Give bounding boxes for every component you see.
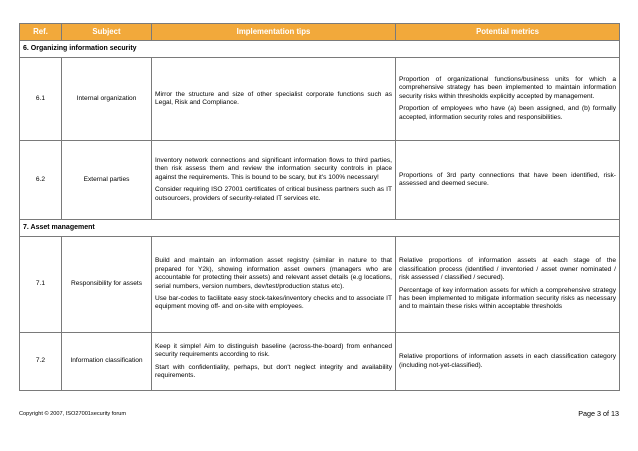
row-ref: 6.2 [20, 141, 62, 220]
table-row [20, 333, 620, 391]
row-metrics [396, 333, 620, 391]
row-ref: 7.2 [20, 333, 62, 391]
table-row [20, 237, 620, 333]
tip-paragraph: Build and maintain an information asset registry (similar in nature to that prepared for Y2k), showing information asset owners (managers who are accountable for protecting their assets) and relevant asset details (e.g locations, serial numbers, version numbers, dev/test/production status etc). [155, 257, 392, 290]
row-metrics [396, 141, 620, 220]
section-row [20, 220, 620, 237]
row-metrics [396, 237, 620, 333]
row-subject: Internal organization [62, 58, 152, 141]
metric-paragraph: Proportion of employees who have (a) been assigned, and (b) formally accepted, information security roles and responsibilities. [399, 105, 616, 121]
row-subject: External parties [62, 141, 152, 220]
tip-paragraph: Start with confidentiality, perhaps, but don't neglect integrity and availability requirements. [155, 363, 392, 379]
row-ref: 7.1 [20, 237, 62, 333]
metric-paragraph: Percentage of key information assets for which a comprehensive strategy has been implemented to mitigate information security risks as necessary and to maintain these risks within acceptable thresholds [399, 286, 616, 311]
header-subject: Subject [62, 24, 152, 41]
metric-paragraph: Proportions of 3rd party connections that have been identified, risk-assessed and deemed secure. [399, 171, 616, 187]
footer-page-number: Page 3 of 13 [578, 409, 619, 418]
table-row [20, 58, 620, 141]
row-tips [152, 58, 396, 141]
tip-paragraph: Consider requiring ISO 27001 certificates of critical business partners such as IT outsourcers, providers of security-related IT services etc. [155, 186, 392, 202]
section-row [20, 41, 620, 58]
footer-copyright: Copyright © 2007, ISO27001security forum [19, 411, 127, 417]
row-tips [152, 333, 396, 391]
tip-paragraph: Use bar-codes to facilitate easy stock-takes/inventory checks and to associate IT equipment moving off- and on-site with employees. [155, 294, 392, 311]
header-metrics: Potential metrics [396, 24, 620, 41]
header-tips: Implementation tips [152, 24, 396, 41]
row-ref: 6.1 [20, 58, 62, 141]
metric-paragraph: Relative proportions of information assets at each stage of the classification process (identified / inventoried / asset owner nominated / risk assessed / classified / secured). [399, 257, 616, 282]
section-title: 7. Asset management [20, 220, 620, 237]
header-ref: Ref. [20, 24, 62, 41]
tip-paragraph: Mirror the structure and size of other specialist corporate functions such as Legal, Risk and Compliance. [155, 90, 392, 106]
guidance-table [19, 23, 620, 391]
row-tips [152, 141, 396, 220]
header-row [20, 24, 620, 41]
tip-paragraph: Inventory network connections and significant information flows to third parties, then risk assess them and review the information security controls in place against the requirements. This is bound to be scary, but it's 100% necessary! [155, 156, 392, 181]
row-subject: Responsibility for assets [62, 237, 152, 333]
section-title: 6. Organizing information security [20, 41, 620, 58]
row-subject: Information classification [62, 333, 152, 391]
metric-paragraph: Relative proportions of information assets in each classification category (including not-yet-classified). [399, 353, 616, 369]
table-row [20, 141, 620, 220]
metric-paragraph: Proportion of organizational functions/business units for which a comprehensive strategy has been implemented to maintain information security risks within thresholds explicitly accepted by management. [399, 75, 616, 100]
tip-paragraph: Keep it simple! Aim to distinguish baseline (across-the-board) from enhanced security requirements according to risk. [155, 342, 392, 359]
row-metrics [396, 58, 620, 141]
row-tips [152, 237, 396, 333]
